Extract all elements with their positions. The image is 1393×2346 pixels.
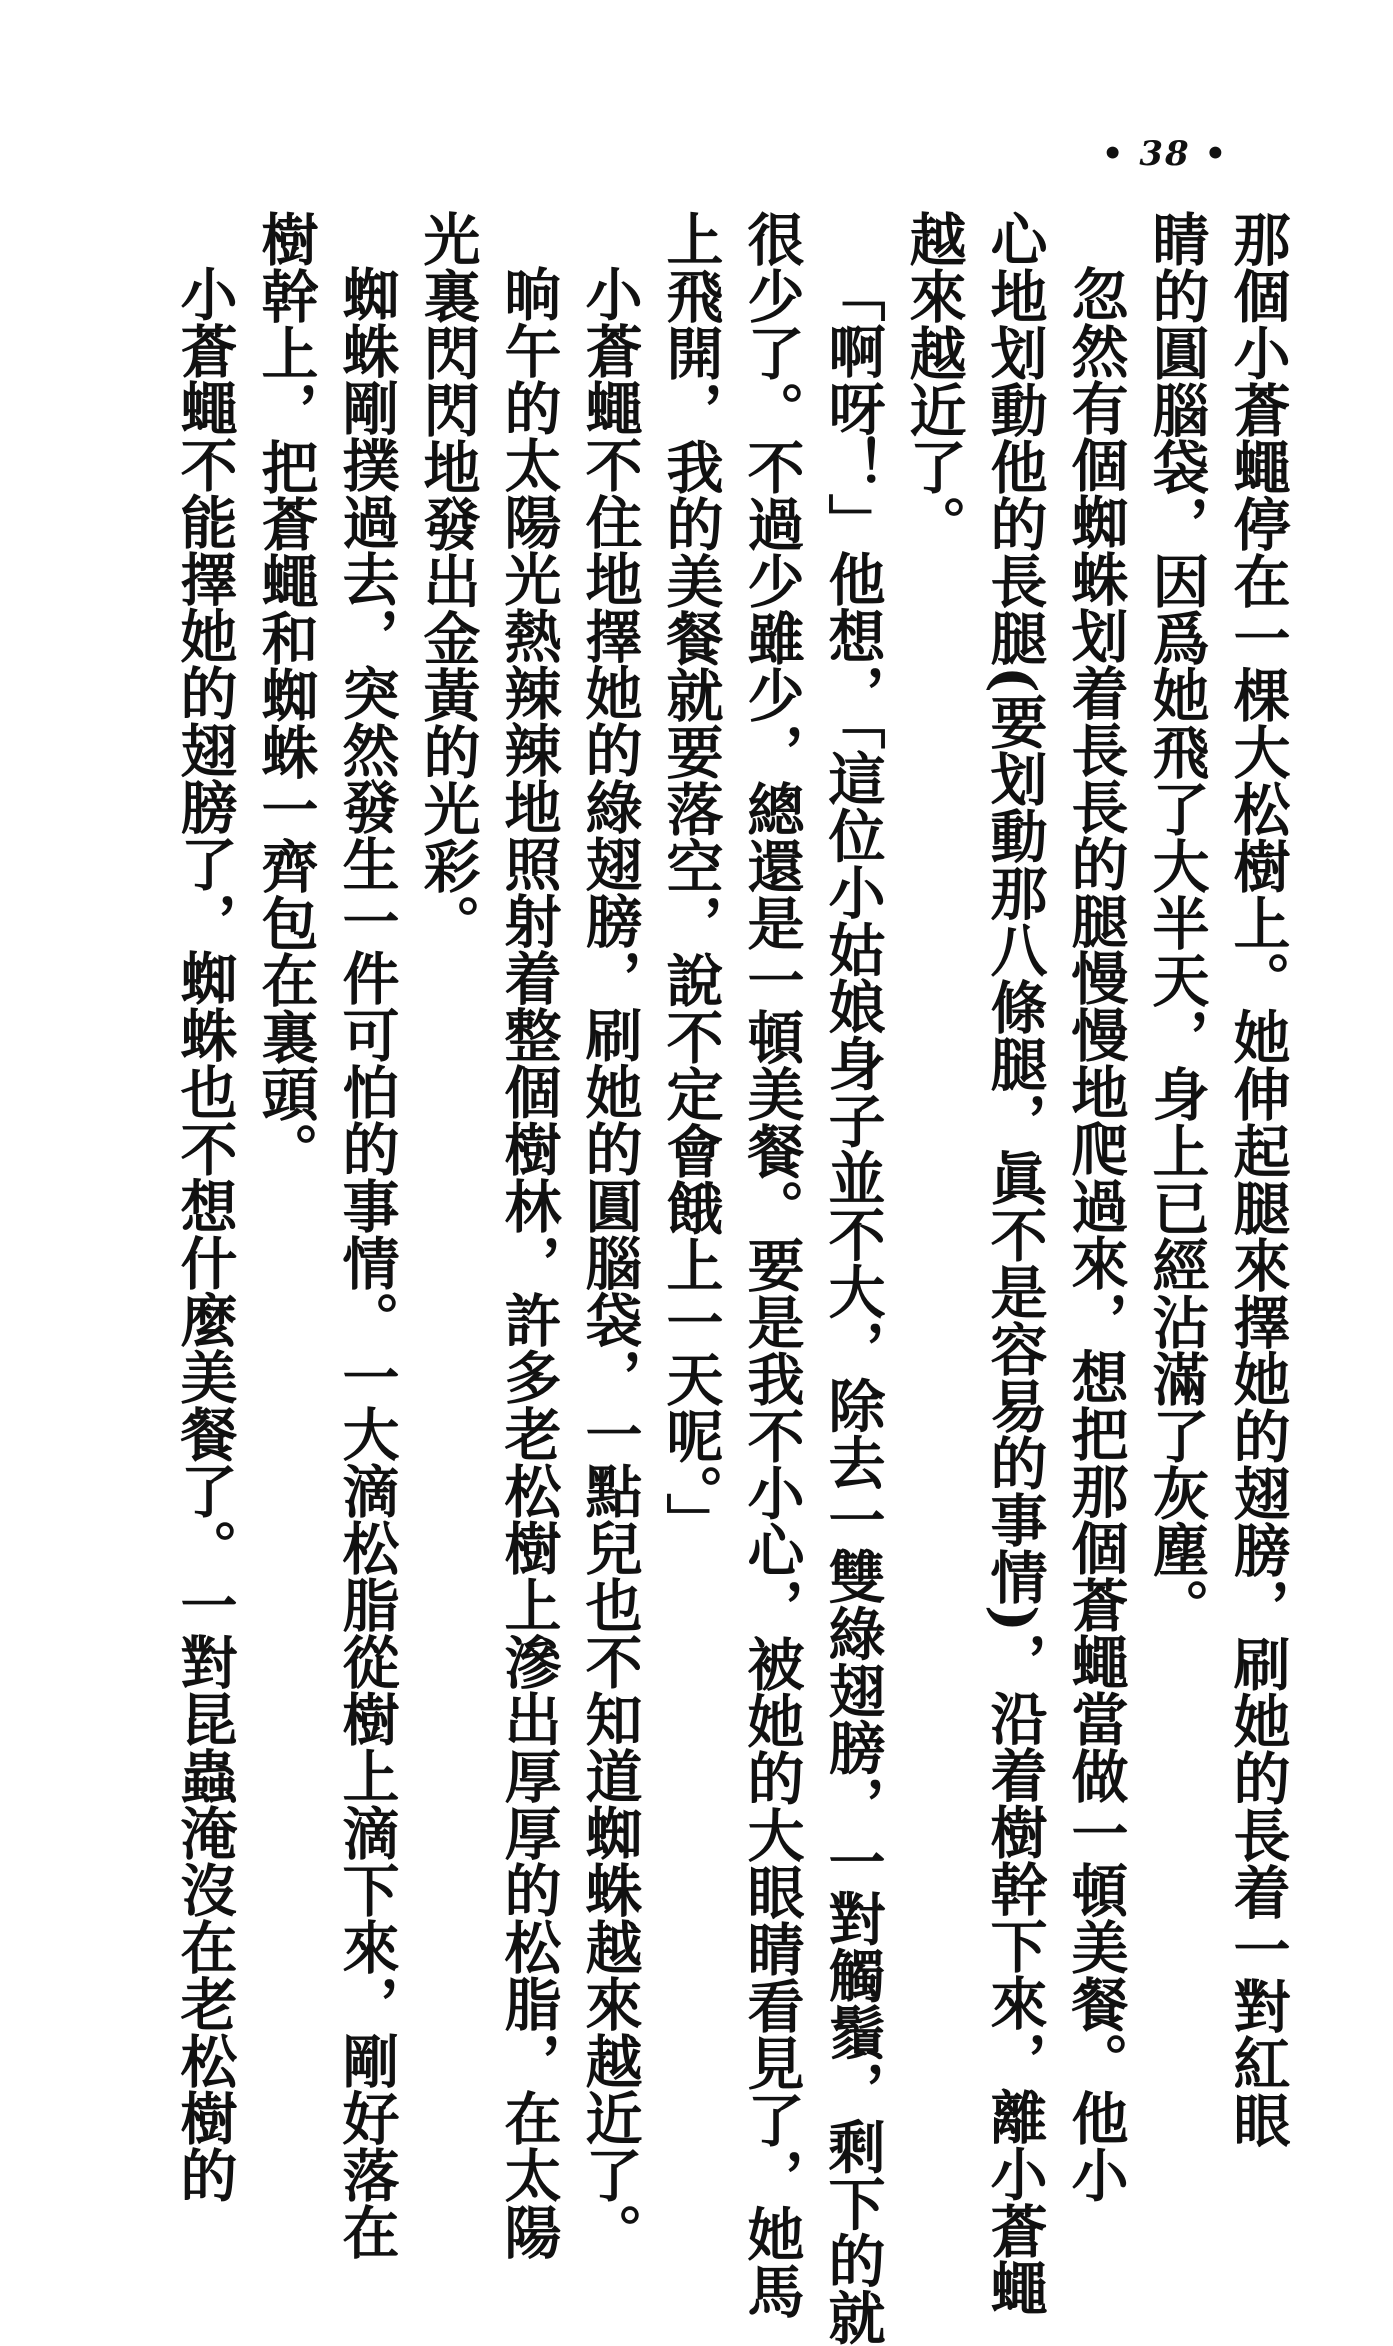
text-column-7: 很少了。不過少雖少，總還是一頓美餐。要是我不小心，被她的大眼睛看見了，她馬 [738,210,805,2319]
text-column-6: 「啊呀！」他想，「這位小姑娘身子並不大，除去一雙綠翅膀，一對觸鬚，剩下的就 [819,265,886,2346]
text-column-13: 樹幹上，把蒼蠅和蜘蛛一齊包在裏頭。 [252,210,319,1179]
text-column-8: 上飛開，我的美餐就要落空，說不定會餓上一天呢。」 [657,210,724,1550]
text-column-3: 忽然有個蜘蛛划着長長的腿慢慢地爬過來，想把那個蒼蠅當做一頓美餐。他小 [1062,265,1129,2203]
text-column-11: 光裏閃閃地發出金黃的光彩。 [414,210,481,951]
text-column-1: 那個小蒼蠅停在一棵大松樹上。她伸起腿來擇她的翅膀，刷她的長着一對紅眼 [1224,210,1291,2148]
text-column-14: 小蒼蠅不能擇她的翅膀了，蜘蛛也不想什麼美餐了。一對昆蟲淹沒在老松樹的 [171,265,238,2203]
text-column-10: 晌午的太陽光熱辣辣地照射着整個樹林，許多老松樹上滲出厚厚的松脂，在太陽 [495,265,562,2260]
text-column-12: 蜘蛛剛撲過去，突然發生一件可怕的事情。一大滴松脂從樹上滴下來，剛好落在 [333,265,400,2260]
text-column-2: 睛的圓腦袋，因爲她飛了大半天，身上已經沾滿了灰塵。 [1143,210,1210,1635]
text-column-5: 越來越近了。 [900,210,967,552]
text-column-9: 小蒼蠅不住地擇她的綠翅膀，刷她的圓腦袋，一點兒也不知道蜘蛛越來越近了。 [576,265,643,2260]
body-text [108,210,1298,2346]
page-number: • 38 • [1101,134,1229,174]
text-column-4: 心地划動他的長腿(要划動那八條腿，眞不是容易的事情)，沿着樹幹下來，離小蒼蠅 [981,210,1048,2316]
